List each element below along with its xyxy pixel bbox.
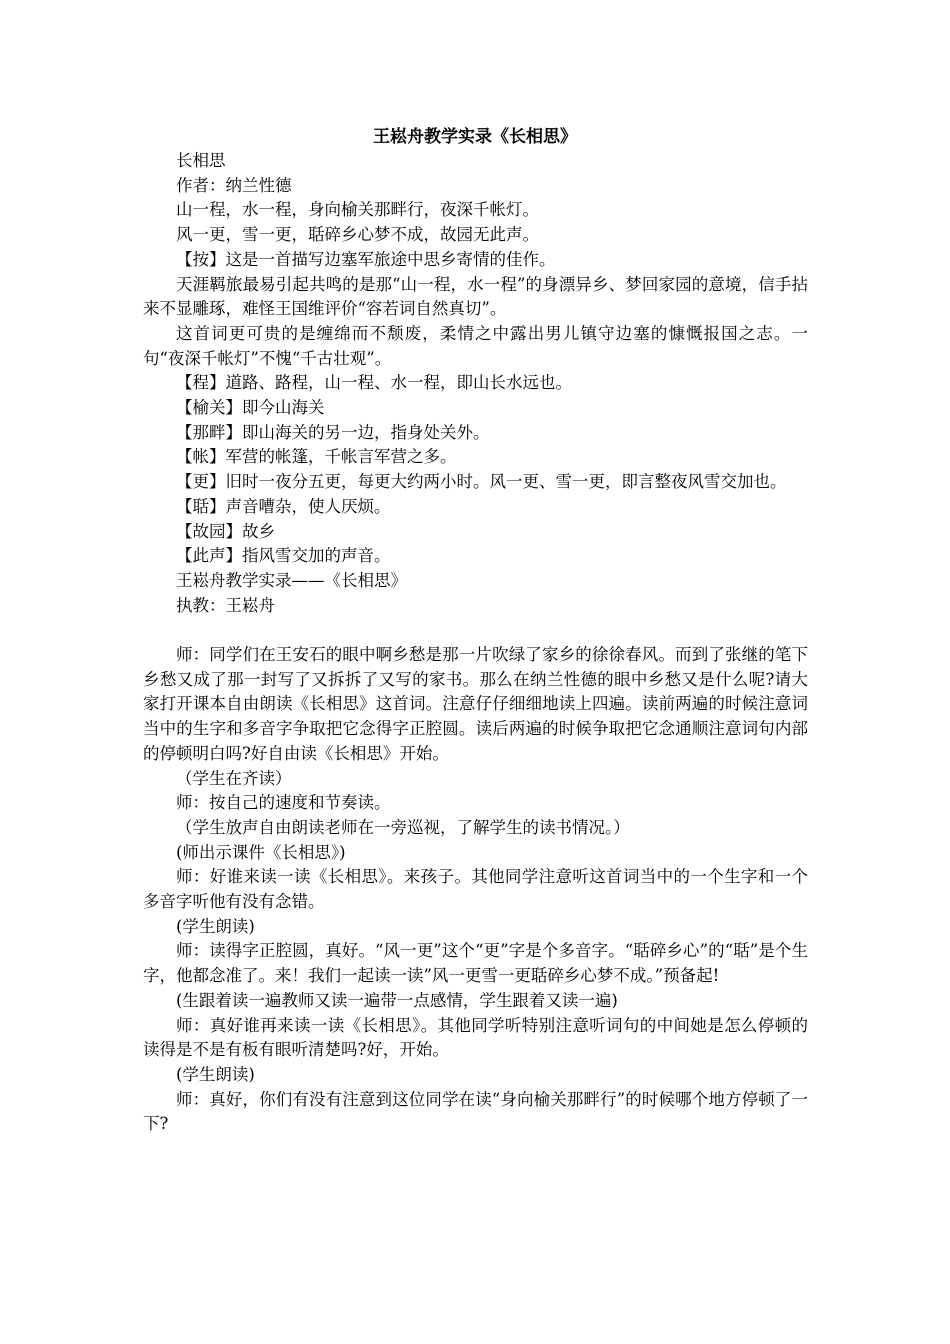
transcript-paragraph: 师：同学们在王安石的眼中啊乡愁是那一片吹绿了家乡的徐徐春风。而到了张继的笔下乡愁又成了那一封写了又拆拆了又写的家书。那么在纳兰性德的眼中乡愁又是什么呢?请大家打开课本自由朗读《长相思》这首词。注意仔仔细细地读上四遍。读前两遍的时候注意词当中的生字和多音字争取把它念得字正腔圆。读后两遍的时候争取把它念通顺注意词句内部的停顿明白吗?好自由读《长相思》开始。	[143, 645, 808, 763]
transcript-paragraph: (生跟着读一遍教师又读一遍带一点感情，学生跟着又读一遍)	[176, 990, 618, 1010]
commentary-paragraph: 这首词更可贵的是缠绵而不颓废，柔情之中露出男儿镇守边塞的慷慨报国之志。一句“夜深千帐灯”不愧“千古壮观”。	[143, 323, 808, 368]
glossary-item: 【程】道路、路程，山一程、水一程，即山长水远也。	[176, 373, 572, 393]
blank-line	[143, 618, 808, 643]
transcript-paragraph: (师出示课件《长相思》)	[176, 842, 346, 862]
glossary-item: 【聒】声音嘈杂，使人厌烦。	[176, 496, 391, 516]
glossary-item: 【帐】军营的帐篷，千帐言军营之多。	[176, 447, 457, 467]
transcript-paragraph: （学生在齐读）	[176, 768, 292, 788]
glossary-item: 【故园】故乡	[176, 521, 275, 541]
poem-line: 山一程，水一程，身向榆关那畔行，夜深千帐灯。	[176, 200, 539, 220]
transcript-paragraph: 师：读得字正腔圆，真好。“风一更”这个“更”字是个多音字。“聒碎乡心”的“聒”是个生字，他都念准了。来！我们一起读一读”风一更雪一更聒碎乡心梦不成。”预备起!	[143, 941, 808, 986]
glossary-item: 【榆关】即今山海关	[176, 398, 325, 418]
document-title: 王崧舟教学实录《长相思》	[373, 127, 577, 147]
document-body	[143, 149, 808, 1137]
transcript-paragraph: (学生朗读)	[176, 916, 255, 936]
commentary-paragraph: 天涯羁旅最易引起共鸣的是那“山一程，水一程”的身漂异乡、梦回家园的意境，信手拈来不显雕琢，难怪王国维评价“容若词自然真切”。	[143, 274, 808, 319]
transcript-paragraph: 师：真好，你们有没有注意到这位同学在读“身向榆关那畔行”的时候哪个地方停顿了一下?	[143, 1089, 808, 1134]
glossary-item: 【那畔】即山海关的另一边，指身处关外。	[176, 422, 490, 442]
transcript-paragraph: 师：好谁来读一读《长相思》。来孩子。其他同学注意听这首词当中的一个生字和一个多音字听他有没有念错。	[143, 867, 808, 912]
transcript-paragraph: （学生放声自由朗读老师在一旁巡视，了解学生的读书情况。）	[176, 817, 630, 837]
poem-line: 风一更，雪一更，聒碎乡心梦不成，故园无此声。	[176, 225, 539, 245]
teacher-credit: 执教：王崧舟	[176, 595, 275, 615]
section-heading: 王崧舟教学实录——《长相思》	[176, 570, 407, 590]
transcript-paragraph: (学生朗读)	[176, 1065, 255, 1084]
poem-title: 长相思	[176, 151, 226, 170]
transcript-paragraph: 师：按自己的速度和节奏读。	[176, 793, 391, 813]
poem-author: 作者：纳兰性德	[176, 175, 292, 195]
note-paragraph: 【按】这是一首描写边塞军旅途中思乡寄情的佳作。	[176, 249, 556, 269]
glossary-item: 【此声】指风雪交加的声音。	[176, 546, 391, 566]
transcript-paragraph: 师：真好谁再来读一读《长相思》。其他同学听特别注意听词句的中间她是怎么停顿的读得是不是有板有眼听清楚吗?好，开始。	[143, 1015, 808, 1060]
glossary-item: 【更】旧时一夜分五更，每更大约两小时。风一更、雪一更，即言整夜风雪交加也。	[176, 472, 787, 492]
